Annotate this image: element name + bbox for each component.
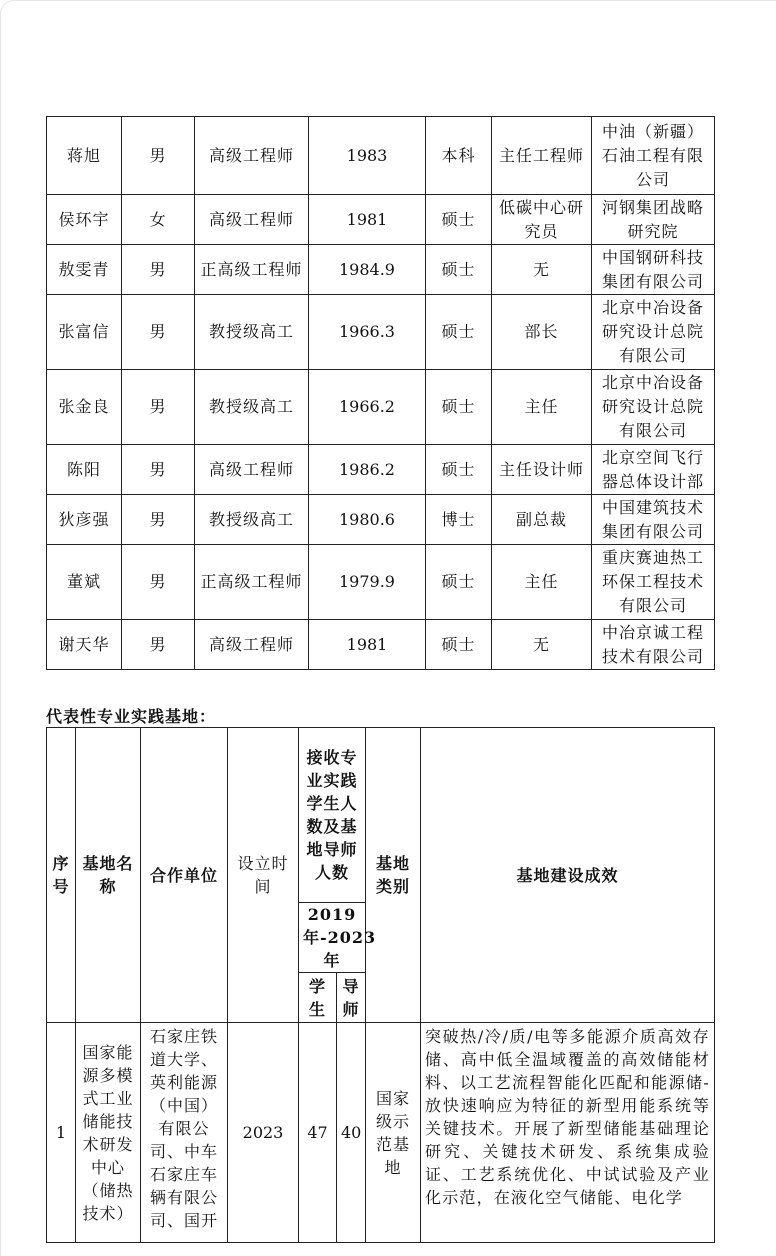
staff-row — [47, 295, 715, 370]
staff-position-cell: 主任 — [492, 370, 592, 445]
staff-name-cell: 敖雯青 — [47, 245, 122, 295]
staff-birth-cell: 1979.9 — [309, 545, 426, 620]
staff-birth-cell: 1983 — [309, 117, 426, 195]
staff-title-cell: 正高级工程师 — [195, 245, 309, 295]
staff-degree-cell: 硕士 — [426, 295, 492, 370]
base-category: 国家级示范基地 — [366, 1023, 421, 1243]
staff-position-cell: 副总裁 — [492, 495, 592, 545]
staff-name-cell: 张金良 — [47, 370, 122, 445]
staff-position-cell: 主任 — [492, 545, 592, 620]
base-effect: 突破热/冷/质/电等多能源介质高效存储、高中低全温域覆盖的高效储能材料、以工艺流程智能化匹配和能源储-放快速响应为特征的新型用能系统等关键技术。开展了新型储能基础理论研究、关键技术研发、系统集成验证、工艺系统优化、中试试验及产业化示范，在液化空气储能、电化学 — [421, 1023, 715, 1243]
staff-org-cell: 河钢集团战略研究院 — [592, 195, 715, 245]
header-students: 学生 — [299, 973, 337, 1023]
header-category: 基地类别 — [366, 728, 421, 1023]
staff-gender-cell: 男 — [122, 545, 195, 620]
header-mentors: 导师 — [337, 973, 366, 1023]
staff-birth-cell: 1981 — [309, 195, 426, 245]
base-students: 47 — [299, 1023, 337, 1243]
staff-org-cell: 中冶京诚工程技术有限公司 — [592, 620, 715, 670]
staff-degree-cell: 硕士 — [426, 370, 492, 445]
base-name: 国家能源多模式工业储能技术研发中心（储热技术） — [76, 1023, 141, 1243]
staff-gender-cell: 男 — [122, 370, 195, 445]
staff-name-cell: 蒋旭 — [47, 117, 122, 195]
header-partner: 合作单位 — [141, 728, 228, 1023]
staff-org-cell: 重庆赛迪热工环保工程技术有限公司 — [592, 545, 715, 620]
staff-degree-cell: 硕士 — [426, 195, 492, 245]
header-seq: 序号 — [47, 728, 76, 1023]
staff-org-cell: 中国钢研科技集团有限公司 — [592, 245, 715, 295]
staff-table — [46, 116, 715, 670]
staff-title-cell: 高级工程师 — [195, 445, 309, 495]
staff-row — [47, 620, 715, 670]
staff-title-cell: 高级工程师 — [195, 195, 309, 245]
staff-degree-cell: 本科 — [426, 117, 492, 195]
bases-table — [46, 727, 715, 1243]
header-name: 基地名称 — [76, 728, 141, 1023]
staff-birth-cell: 1986.2 — [309, 445, 426, 495]
staff-org-cell: 北京空间飞行器总体设计部 — [592, 445, 715, 495]
staff-row — [47, 495, 715, 545]
staff-title-cell: 教授级高工 — [195, 295, 309, 370]
staff-degree-cell: 博士 — [426, 495, 492, 545]
base-partner: 石家庄铁道大学、英利能源（中国）有限公司、中车石家庄车辆有限公司、国开 — [141, 1023, 228, 1243]
base-row — [47, 1023, 715, 1243]
staff-gender-cell: 男 — [122, 445, 195, 495]
staff-birth-cell: 1984.9 — [309, 245, 426, 295]
header-effect: 基地建设成效 — [421, 728, 715, 1023]
staff-birth-cell: 1981 — [309, 620, 426, 670]
staff-title-cell: 高级工程师 — [195, 620, 309, 670]
staff-row — [47, 370, 715, 445]
staff-row — [47, 545, 715, 620]
staff-birth-cell: 1980.6 — [309, 495, 426, 545]
staff-title-cell: 高级工程师 — [195, 117, 309, 195]
staff-name-cell: 陈阳 — [47, 445, 122, 495]
header-year: 设立时间 — [228, 728, 299, 1023]
section-title: 代表性专业实践基地： — [46, 707, 217, 726]
staff-birth-cell: 1966.2 — [309, 370, 426, 445]
staff-name-cell: 董斌 — [47, 545, 122, 620]
staff-row — [47, 117, 715, 195]
staff-degree-cell: 硕士 — [426, 245, 492, 295]
staff-position-cell: 主任设计师 — [492, 445, 592, 495]
staff-org-cell: 中国建筑技术集团有限公司 — [592, 495, 715, 545]
staff-gender-cell: 男 — [122, 295, 195, 370]
staff-gender-cell: 男 — [122, 117, 195, 195]
staff-position-cell: 无 — [492, 620, 592, 670]
staff-position-cell: 低碳中心研究员 — [492, 195, 592, 245]
staff-name-cell: 狄彦强 — [47, 495, 122, 545]
staff-row — [47, 195, 715, 245]
base-year: 2023 — [228, 1023, 299, 1243]
staff-org-cell: 北京中冶设备研究设计总院有限公司 — [592, 295, 715, 370]
staff-degree-cell: 硕士 — [426, 445, 492, 495]
staff-birth-cell: 1966.3 — [309, 295, 426, 370]
staff-position-cell: 无 — [492, 245, 592, 295]
staff-org-cell: 北京中冶设备研究设计总院有限公司 — [592, 370, 715, 445]
staff-gender-cell: 男 — [122, 245, 195, 295]
staff-row — [47, 245, 715, 295]
staff-position-cell: 主任工程师 — [492, 117, 592, 195]
base-mentors: 40 — [337, 1023, 366, 1243]
staff-gender-cell: 男 — [122, 495, 195, 545]
staff-org-cell: 中油（新疆）石油工程有限公司 — [592, 117, 715, 195]
staff-title-cell: 教授级高工 — [195, 370, 309, 445]
staff-row — [47, 445, 715, 495]
staff-position-cell: 部长 — [492, 295, 592, 370]
staff-title-cell: 正高级工程师 — [195, 545, 309, 620]
staff-gender-cell: 男 — [122, 620, 195, 670]
staff-name-cell: 侯环宇 — [47, 195, 122, 245]
base-seq: 1 — [47, 1023, 76, 1243]
staff-gender-cell: 女 — [122, 195, 195, 245]
staff-name-cell: 张富信 — [47, 295, 122, 370]
staff-title-cell: 教授级高工 — [195, 495, 309, 545]
staff-degree-cell: 硕士 — [426, 620, 492, 670]
staff-degree-cell: 硕士 — [426, 545, 492, 620]
staff-name-cell: 谢天华 — [47, 620, 122, 670]
header-period: 2019 年-2023 年 — [299, 903, 366, 973]
header-count: 接收专业实践学生人数及基地导师人数 — [299, 728, 366, 903]
